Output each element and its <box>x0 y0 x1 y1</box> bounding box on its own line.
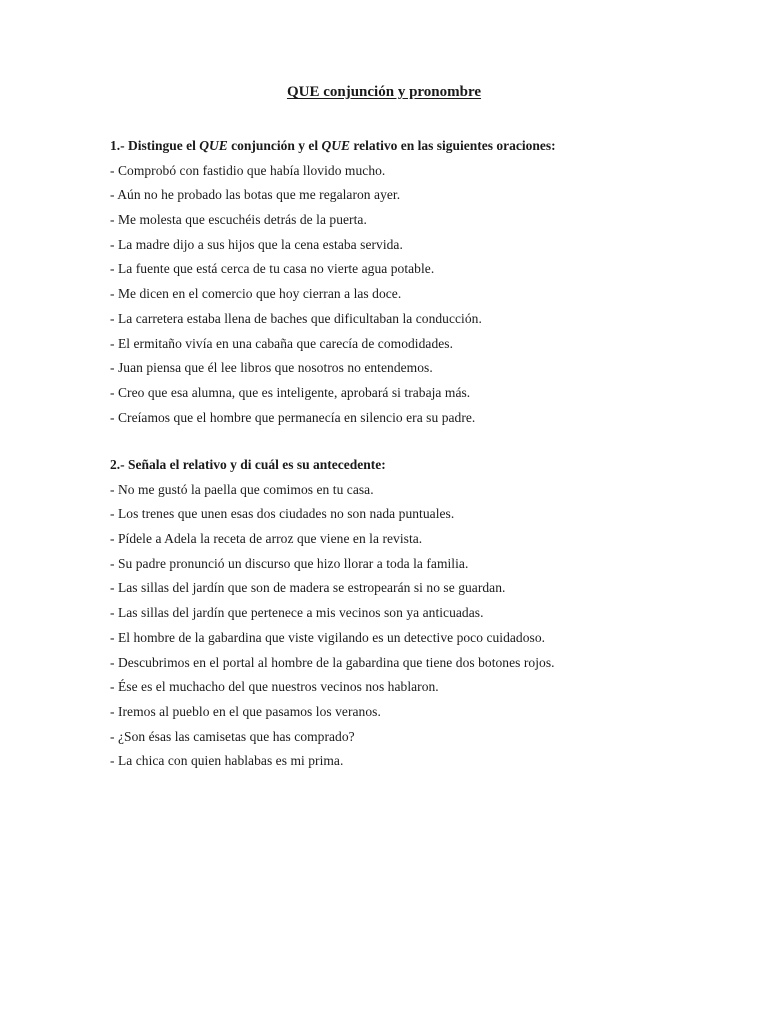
sentence-line: - Ése es el muchacho del que nuestros vecinos nos hablaron. <box>110 679 439 695</box>
sentence-line: - La madre dijo a sus hijos que la cena estaba servida. <box>110 236 403 252</box>
sentence-line: - Me dicen en el comercio que hoy cierran a las doce. <box>110 286 402 302</box>
sentence-line: - La chica con quien hablabas es mi prima. <box>110 753 344 769</box>
exercise-1-heading-suffix: relativo en las siguientes oraciones: <box>350 138 556 153</box>
sentence-line: - Descubrimos en el portal al hombre de la gabardina que tiene dos botones rojos. <box>110 654 555 670</box>
sentence-line: - Me molesta que escuchéis detrás de la puerta. <box>110 212 367 228</box>
sentence-line: - Creíamos que el hombre que permanecía en silencio era su padre. <box>110 409 476 425</box>
sentence-line: - Comprobó con fastidio que había llovido mucho. <box>110 162 386 178</box>
exercise-1-heading <box>110 134 730 159</box>
exercise-1-heading-que-2: QUE <box>321 138 351 153</box>
sentence-line: - Los trenes que unen esas dos ciudades no son nada puntuales. <box>110 506 455 522</box>
sentence-line: - Pídele a Adela la receta de arroz que viene en la revista. <box>110 531 423 547</box>
sentence-line: - Las sillas del jardín que son de madera se estropearán si no se guardan. <box>110 580 506 596</box>
exercise-1-heading-que-1: QUE <box>199 138 228 153</box>
exercise-section-2 <box>110 453 730 774</box>
document-title: QUE conjunción y pronombre <box>286 84 482 100</box>
exercise-section-1 <box>110 134 730 430</box>
exercise-1-heading-middle: conjunción y el <box>227 138 322 153</box>
sentence-line: - Juan piensa que él lee libros que nosotros no entendemos. <box>110 360 433 376</box>
exercise-1-heading-prefix: 1.- Distingue el <box>110 138 200 153</box>
sentence-line: - No me gustó la paella que comimos en tu casa. <box>110 481 374 497</box>
sentence-line: - Iremos al pueblo en el que pasamos los veranos. <box>110 703 381 719</box>
sentence-line: - La fuente que está cerca de tu casa no vierte agua potable. <box>110 261 435 277</box>
sentence-line: - Las sillas del jardín que pertenece a mis vecinos son ya anticuadas. <box>110 605 484 621</box>
sentence-line: - ¿Son ésas las camisetas que has comprado? <box>110 728 355 744</box>
sentence-line: - El hombre de la gabardina que viste vigilando es un detective poco cuidadoso. <box>110 629 546 645</box>
sentence-line: - El ermitaño vivía en una cabaña que carecía de comodidades. <box>110 335 454 351</box>
sentence-line: - La carretera estaba llena de baches que dificultaban la conducción. <box>110 310 482 326</box>
sentence-line: - Creo que esa alumna, que es inteligente, aprobará si trabaja más. <box>110 384 471 400</box>
sentence-line: - Aún no he probado las botas que me regalaron ayer. <box>110 187 401 203</box>
sentence-line: - Su padre pronunció un discurso que hizo llorar a toda la familia. <box>110 555 469 571</box>
exercise-2-heading: 2.- Señala el relativo y di cuál es su antecedente: <box>110 457 386 472</box>
